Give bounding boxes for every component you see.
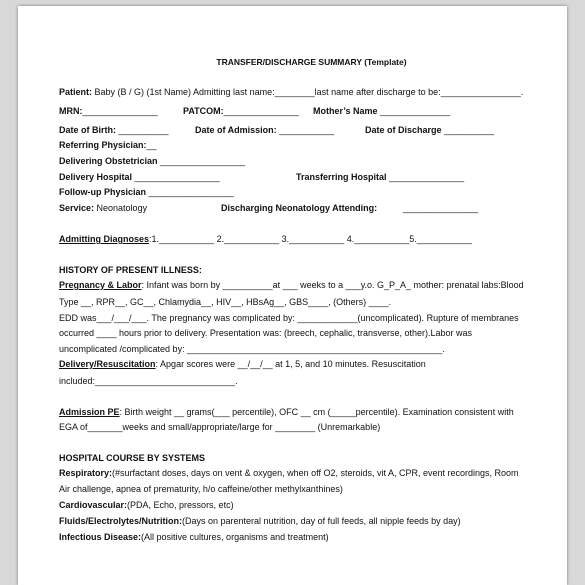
mother-name-field: ______________ bbox=[380, 106, 451, 116]
cardiovascular-line bbox=[59, 497, 234, 513]
delivery-hospital-label: Delivery Hospital bbox=[59, 172, 133, 182]
mrn-label: MRN: bbox=[59, 106, 83, 116]
cardiovascular-value: (PDA, Echo, pressors, etc) bbox=[127, 500, 234, 510]
admission-pe-label: Admission PE bbox=[59, 407, 120, 417]
respiratory-line-2: Air challenge, apnea of prematurity, h/o caffeine/other methylxanthines) bbox=[59, 484, 343, 494]
transferring-hospital-label: Transferring Hospital bbox=[296, 172, 387, 182]
delivery-hospital-field: _________________ bbox=[134, 172, 220, 182]
patient-line bbox=[59, 84, 523, 100]
attending-field: _______________ bbox=[403, 203, 479, 213]
dob-label: Date of Birth: bbox=[59, 125, 116, 135]
referring-physician-field: __ bbox=[146, 140, 157, 150]
followup-physician-field: _________________ bbox=[148, 187, 234, 197]
discharge-date-field: __________ bbox=[444, 125, 495, 135]
infectious-disease-label: Infectious Disease: bbox=[59, 532, 142, 542]
document-page bbox=[18, 6, 567, 585]
hospital-course-heading-text: HOSPITAL COURSE BY SYSTEMS bbox=[59, 453, 206, 463]
admitting-diagnoses-fields: :1.___________ 2.___________ 3.___________ 4.___________5.___________ bbox=[149, 234, 472, 244]
hpi-heading bbox=[59, 262, 202, 278]
fluids-line bbox=[59, 513, 461, 529]
discharge-date-label: Date of Discharge bbox=[365, 125, 442, 135]
followup-physician-label: Follow-up Physician bbox=[59, 187, 147, 197]
service-value: Neonatology bbox=[94, 203, 148, 213]
service-label: Service: bbox=[59, 203, 95, 213]
admission-pe-line-2: EGA of_______weeks and small/appropriate/large for ________ (Unremarkable) bbox=[59, 422, 381, 432]
patient-label: Patient: bbox=[59, 87, 93, 97]
dob-field: __________ bbox=[116, 125, 169, 135]
referring-physician-label: Referring Physician: bbox=[59, 140, 147, 150]
hospital-course-heading bbox=[59, 450, 205, 466]
admission-date-label: Date of Admission: bbox=[195, 125, 277, 135]
patient-value: Baby (B / G) (1st Name) Admitting last name:________last name after discharge to be:________________. bbox=[92, 87, 524, 97]
transferring-hospital-field: _______________ bbox=[389, 172, 465, 182]
admission-pe-line-1-text: : Birth weight __ grams(___ percentile), OFC __ cm (_____percentile). Examination consistent with bbox=[119, 407, 514, 417]
attending-label: Discharging Neonatology Attending: bbox=[221, 203, 378, 213]
infectious-disease-value: (All positive cultures, organisms and treatment) bbox=[141, 532, 329, 542]
admission-date-field: ___________ bbox=[279, 125, 335, 135]
delivery-resuscitation-label: Delivery/Resuscitation bbox=[59, 359, 156, 369]
hpi-line-4: occurred ____ hours prior to delivery. Presentation was: (breech, cephalic, transverse, other).Labor was bbox=[59, 328, 473, 338]
respiratory-line-1 bbox=[59, 465, 519, 481]
followup-physician-line bbox=[59, 184, 234, 200]
mrn-field: _______________ bbox=[82, 106, 158, 116]
respiratory-label: Respiratory: bbox=[59, 468, 113, 478]
mother-name-label: Mother’s Name bbox=[313, 106, 378, 116]
delivering-obstetrician-field: _________________ bbox=[160, 156, 246, 166]
hpi-line-7: included:____________________________. bbox=[59, 376, 238, 386]
patcom-field: _______________ bbox=[223, 106, 299, 116]
hpi-heading-text: HISTORY OF PRESENT ILLNESS: bbox=[59, 265, 202, 275]
document-title: TRANSFER/DISCHARGE SUMMARY (Template) bbox=[216, 57, 407, 67]
cardiovascular-label: Cardiovascular: bbox=[59, 500, 128, 510]
delivering-obstetrician-label: Delivering Obstetrician bbox=[59, 156, 158, 166]
referring-physician-line bbox=[59, 137, 157, 153]
fluids-label: Fluids/Electrolytes/Nutrition: bbox=[59, 516, 183, 526]
fluids-value: (Days on parenteral nutrition, day of full feeds, all nipple feeds by day) bbox=[182, 516, 461, 526]
hpi-line-5: uncomplicated /complicated by: ___________________________________________________. bbox=[59, 344, 445, 354]
hpi-line-2: Type __, RPR__, GC__, Chlamydia__, HIV__, HBsAg__, GBS____, (Others) ____. bbox=[59, 297, 392, 307]
patcom-label: PATCOM: bbox=[183, 106, 224, 116]
infectious-disease-line bbox=[59, 529, 329, 545]
respiratory-line-1-text: (#surfactant doses, days on vent & oxygen, when off O2, steroids, vit A, CPR, event recordings, Room bbox=[112, 468, 519, 478]
admitting-diagnoses-line bbox=[59, 231, 472, 247]
hpi-line-3: EDD was___/___/___. The pregnancy was complicated by: ____________(uncomplicated). Rupture of membranes bbox=[59, 313, 519, 323]
hpi-line-1 bbox=[59, 277, 524, 293]
admission-pe-line-1 bbox=[59, 404, 514, 420]
hpi-line-6-text: : Apgar scores were __/__/__ at 1, 5, and 10 minutes. Resuscitation bbox=[155, 359, 426, 369]
hpi-line-1-text: : Infant was born by __________at ___ weeks to a ___y.o. G_P_A_ mother: prenatal labs:Blood bbox=[141, 280, 524, 290]
admitting-diagnoses-label: Admitting Diagnoses bbox=[59, 234, 150, 244]
pregnancy-labor-label: Pregnancy & Labor bbox=[59, 280, 142, 290]
delivering-obstetrician-line bbox=[59, 153, 245, 169]
hpi-line-6 bbox=[59, 356, 426, 372]
